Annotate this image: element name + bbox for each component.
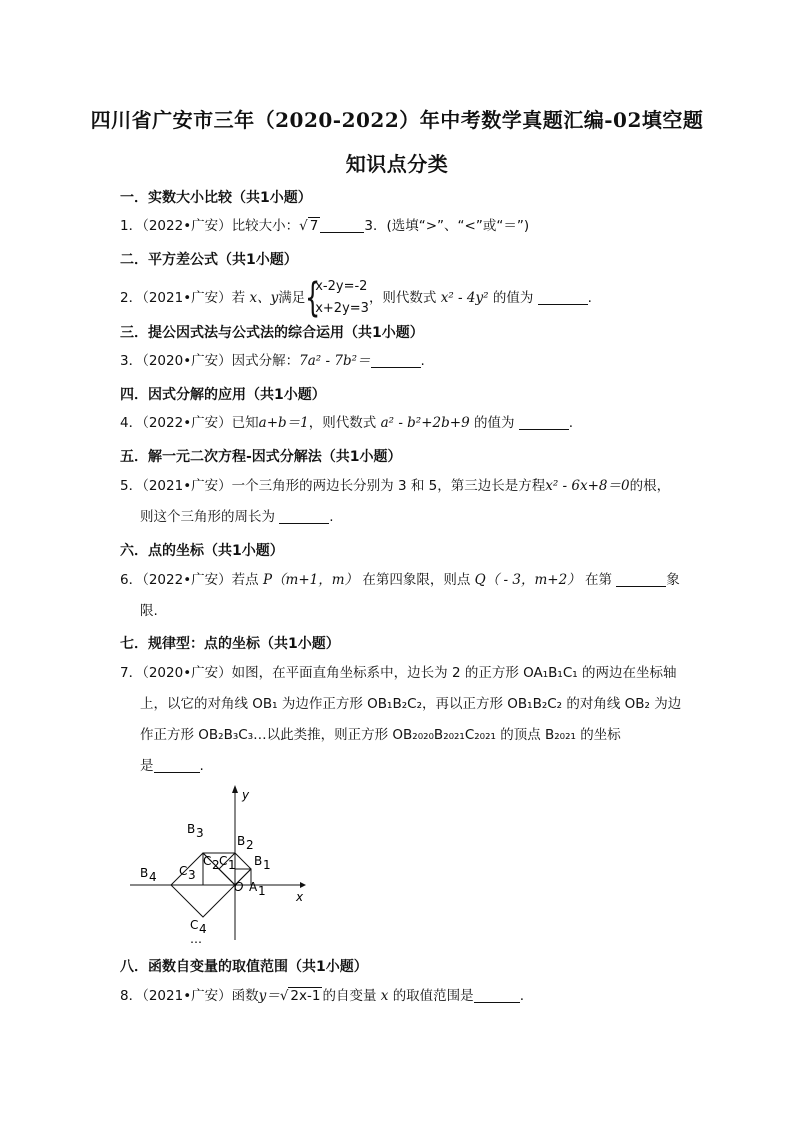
svg-text:4: 4 [149, 870, 157, 884]
answer-blank-8[interactable] [474, 986, 520, 1003]
svg-text:1: 1 [228, 858, 236, 872]
label-x: x [296, 890, 304, 904]
label-C2: C [203, 854, 212, 868]
question-6: 6．（2022•广安）若点 P（m+1，m） 在第四象限，则点 Q（ - 3，m+2） 在第 象 限. [120, 572, 680, 619]
answer-blank-2[interactable] [538, 288, 588, 305]
question-2: 2．（2021•广安）若 x、y满足 { x-2y=-2 x+2y=3 ，则代数式 x² - 4y² 的值为 . [120, 275, 592, 321]
section-heading-3: 三．提公因式法与公式法的综合运用（共1小题） [120, 325, 424, 341]
equation-system: { x-2y=-2 x+2y=3 [305, 275, 369, 321]
q1-prefix: 1．（2022•广安）比较大小： [120, 218, 300, 234]
answer-blank-1[interactable] [320, 216, 364, 233]
label-C1: C [219, 854, 228, 868]
answer-blank-6[interactable] [616, 570, 666, 587]
answer-blank-7[interactable] [154, 756, 200, 773]
label-y: y [242, 788, 250, 802]
label-dots: … [190, 932, 202, 945]
label-O: O [234, 880, 244, 894]
label-C3: C [179, 864, 188, 878]
svg-text:2: 2 [246, 838, 254, 852]
section-heading-6: 六．点的坐标（共1小题） [120, 543, 284, 559]
answer-blank-3[interactable] [371, 351, 421, 368]
section-heading-7: 七．规律型：点的坐标（共1小题） [120, 636, 340, 652]
section-heading-4: 四．因式分解的应用（共1小题） [120, 387, 326, 403]
label-A1: A [249, 880, 258, 894]
svg-text:3: 3 [196, 826, 204, 840]
question-7: 7．（2020•广安）如图，在平面直角坐标系中，边长为 2 的正方形 OA₁B₁C₁ 的两边在坐标轴 上，以它的对角线 OB₁ 为边作正方形 OB₁B₂C₂，再以正方形 OB₁B₂C₂ 的对角线 OB₂ 为边 作正方形 OB₂B₃C₃…以此类推，则正方形 OB₂₀₂₀B₂₀₂₁C₂₀₂₁ 的顶点 B₂₀₂₁ 的坐标 是 . [120, 665, 682, 774]
section-heading-2: 二．平方差公式（共1小题） [120, 252, 298, 268]
label-B3: B [187, 822, 196, 836]
q1-after: 3．(选填“>”、“<”或“＝”) [364, 218, 530, 234]
svg-text:2: 2 [212, 858, 220, 872]
section-heading-8: 八．函数自变量的取值范围（共1小题） [120, 959, 368, 975]
answer-blank-5[interactable] [279, 507, 329, 524]
page-title: 四川省广安市三年（2020-2022）年中考数学真题汇编-02填空题 [90, 108, 704, 132]
y-axis-arrow [232, 785, 238, 793]
svg-text:1: 1 [263, 858, 271, 872]
section-heading-5: 五．解一元二次方程-因式分解法（共1小题） [120, 449, 402, 465]
svg-text:4: 4 [199, 922, 207, 936]
label-C4: C [190, 918, 199, 932]
page-subtitle: 知识点分类 [345, 152, 449, 176]
svg-text:1: 1 [258, 884, 266, 898]
label-B2: B [237, 834, 246, 848]
question-3: 3．（2020•广安）因式分解：7a² - 7b²＝ . [120, 353, 425, 369]
section-heading-1: 一．实数大小比较（共1小题） [120, 190, 312, 206]
label-B4: B [140, 866, 149, 880]
svg-text:3: 3 [188, 868, 196, 882]
question-5: 5．（2021•广安）一个三角形的两边长分别为 3 和 5，第三边长是方程x² - 6x+8＝0的根， 则这个三角形的周长为 . [120, 478, 671, 525]
question-1 [120, 211, 680, 242]
x-axis-arrow [300, 882, 306, 888]
sqrt-symbol: √ 7 [299, 218, 319, 234]
answer-blank-4[interactable] [519, 413, 569, 430]
question-4: 4．（2022•广安）已知a+b＝1，则代数式 a² - b²+2b+9 的值为 . [120, 415, 574, 431]
coordinate-figure [130, 785, 310, 945]
question-8: 8．（2021•广安）函数y＝√ 2x-1 的自变量 x 的取值范围是 . [120, 988, 524, 1004]
label-B1: B [254, 854, 263, 868]
